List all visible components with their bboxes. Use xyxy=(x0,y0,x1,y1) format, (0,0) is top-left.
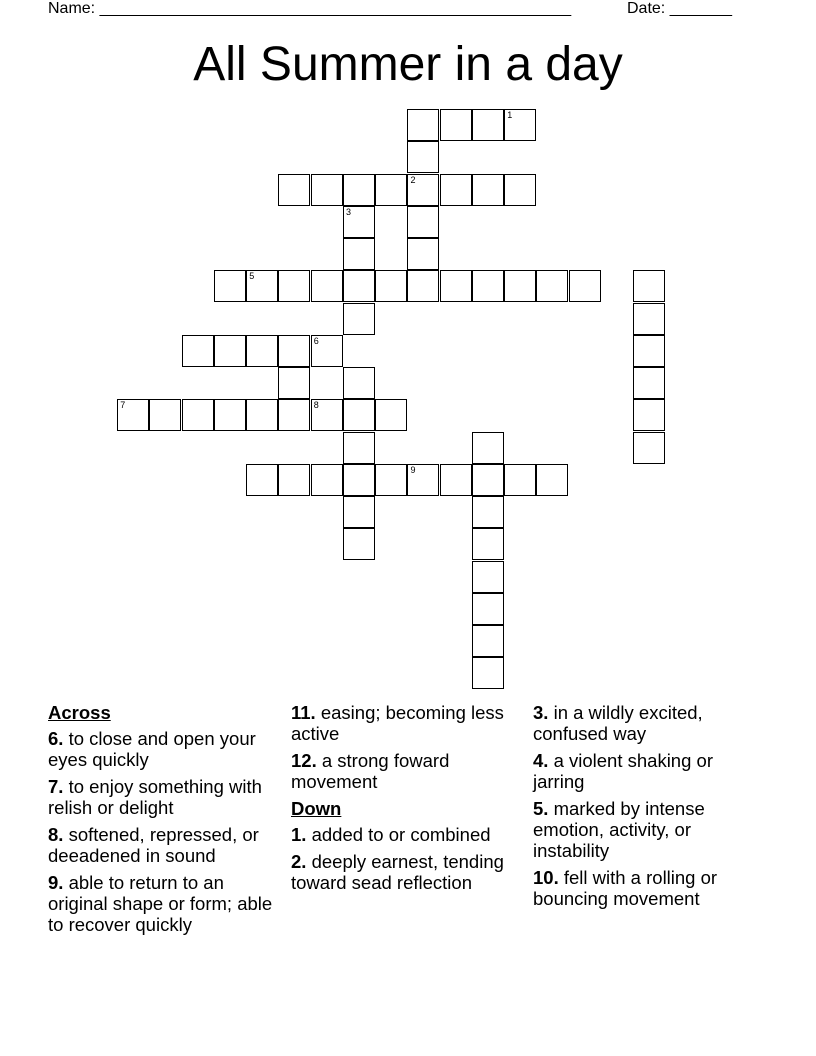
clue-number: 9. xyxy=(48,872,64,893)
crossword-cell[interactable] xyxy=(343,367,375,399)
crossword-cell[interactable] xyxy=(311,335,343,367)
crossword-cell[interactable] xyxy=(407,109,439,141)
page-title: All Summer in a day xyxy=(193,38,623,91)
crossword-cell[interactable] xyxy=(633,399,665,431)
crossword-cell[interactable] xyxy=(343,174,375,206)
crossword-cell[interactable] xyxy=(311,399,343,431)
crossword-cell[interactable] xyxy=(343,464,375,496)
crossword-cell[interactable] xyxy=(633,432,665,464)
down-clue-10 xyxy=(533,867,768,909)
crossword-cell[interactable] xyxy=(117,399,149,431)
crossword-cell[interactable] xyxy=(407,141,439,173)
crossword-cell[interactable] xyxy=(472,109,504,141)
crossword-cell[interactable] xyxy=(407,270,439,302)
crossword-cell[interactable] xyxy=(278,335,310,367)
clue-text: a strong foward movement xyxy=(291,750,450,792)
clue-number: 12. xyxy=(291,750,317,771)
across-clue-12 xyxy=(291,750,521,792)
crossword-cell[interactable] xyxy=(536,270,568,302)
down-clue-4 xyxy=(533,750,768,792)
across-clue-11 xyxy=(291,702,521,744)
crossword-cell[interactable] xyxy=(472,174,504,206)
clue-text: fell with a rolling or bouncing movement xyxy=(533,867,718,909)
crossword-cell[interactable] xyxy=(311,464,343,496)
clue-number: 8. xyxy=(48,824,64,845)
clue-number: 11. xyxy=(291,702,316,723)
crossword-cell[interactable] xyxy=(343,496,375,528)
crossword-cell[interactable] xyxy=(343,206,375,238)
clue-text: to enjoy something with relish or delight xyxy=(48,776,262,818)
across-clue-9 xyxy=(48,872,278,935)
name-field-label: Name: _____________________________________________________ xyxy=(48,0,572,17)
crossword-cell[interactable] xyxy=(375,270,407,302)
crossword-cell[interactable] xyxy=(375,399,407,431)
crossword-cell[interactable] xyxy=(246,464,278,496)
clue-text: softened, repressed, or deeadened in sound xyxy=(48,824,259,866)
crossword-cell[interactable] xyxy=(407,464,439,496)
crossword-cell[interactable] xyxy=(472,432,504,464)
crossword-cell[interactable] xyxy=(278,464,310,496)
crossword-cell[interactable] xyxy=(214,270,246,302)
down-clue-2 xyxy=(291,851,521,893)
crossword-cell[interactable] xyxy=(633,335,665,367)
crossword-cell[interactable] xyxy=(246,335,278,367)
date-field-label: Date: _______ xyxy=(627,0,732,17)
crossword-cell[interactable] xyxy=(278,270,310,302)
crossword-cell[interactable] xyxy=(375,464,407,496)
across-clue-8 xyxy=(48,824,278,866)
clue-number-label: 8 xyxy=(313,400,319,411)
across-heading: Across xyxy=(48,702,111,723)
crossword-cell[interactable] xyxy=(343,270,375,302)
crossword-cell[interactable] xyxy=(440,109,472,141)
clue-column-2 xyxy=(291,702,521,899)
clue-text: a violent shaking or jarring xyxy=(533,750,713,792)
crossword-cell[interactable] xyxy=(472,270,504,302)
clue-number: 4. xyxy=(533,750,549,771)
crossword-cell[interactable] xyxy=(504,270,536,302)
clue-text: in a wildly excited, confused way xyxy=(533,702,703,744)
crossword-cell[interactable] xyxy=(472,464,504,496)
crossword-cell[interactable] xyxy=(504,109,536,141)
clue-text: deeply earnest, tending toward sead reflection xyxy=(291,851,504,893)
crossword-cell[interactable] xyxy=(246,399,278,431)
crossword-cell[interactable] xyxy=(633,270,665,302)
crossword-cell[interactable] xyxy=(343,528,375,560)
down-clue-5 xyxy=(533,798,768,861)
crossword-cell[interactable] xyxy=(440,174,472,206)
clue-number: 1. xyxy=(291,824,307,845)
clue-column-1 xyxy=(48,702,278,941)
crossword-cell[interactable] xyxy=(472,625,504,657)
clue-text: able to return to an original shape or form; able to recover quickly xyxy=(48,872,273,935)
crossword-cell[interactable] xyxy=(278,367,310,399)
clue-number-label: 6 xyxy=(313,335,319,346)
clue-number: 2. xyxy=(291,851,307,872)
clue-text: easing; becoming less active xyxy=(291,702,504,744)
crossword-cell[interactable] xyxy=(343,432,375,464)
clue-text: marked by intense emotion, activity, or instability xyxy=(533,798,705,861)
crossword-cell[interactable] xyxy=(472,496,504,528)
crossword-cell[interactable] xyxy=(472,593,504,625)
crossword-cell[interactable] xyxy=(278,174,310,206)
crossword-cell[interactable] xyxy=(407,174,439,206)
clue-number-label: 7 xyxy=(120,400,126,411)
crossword-cell[interactable] xyxy=(536,464,568,496)
clue-number-label: 1 xyxy=(507,110,513,121)
crossword-cell[interactable] xyxy=(343,238,375,270)
clue-text: added to or combined xyxy=(306,824,491,845)
clue-number: 7. xyxy=(48,776,64,797)
crossword-cell[interactable] xyxy=(633,303,665,335)
crossword-cell[interactable] xyxy=(633,367,665,399)
crossword-cell[interactable] xyxy=(440,464,472,496)
crossword-cell[interactable] xyxy=(214,399,246,431)
crossword-cell[interactable] xyxy=(472,528,504,560)
clue-number-label: 9 xyxy=(410,464,416,475)
across-clue-7 xyxy=(48,776,278,818)
crossword-cell[interactable] xyxy=(343,399,375,431)
crossword-cell[interactable] xyxy=(182,399,214,431)
crossword-cell[interactable] xyxy=(569,270,601,302)
down-heading: Down xyxy=(291,798,342,819)
across-clue-6 xyxy=(48,728,278,770)
crossword-cell[interactable] xyxy=(407,238,439,270)
down-clue-1 xyxy=(291,824,521,845)
clue-number: 6. xyxy=(48,728,64,749)
clue-number: 10. xyxy=(533,867,559,888)
crossword-cell[interactable] xyxy=(311,270,343,302)
clue-number-label: 2 xyxy=(410,174,416,185)
crossword-cell[interactable] xyxy=(504,464,536,496)
crossword-cell[interactable] xyxy=(504,174,536,206)
crossword-cell[interactable] xyxy=(214,335,246,367)
crossword-cell[interactable] xyxy=(407,206,439,238)
clue-column-3 xyxy=(533,702,768,915)
clue-text: to close and open your eyes quickly xyxy=(48,728,256,770)
clue-number-label: 3 xyxy=(345,206,351,217)
crossword-cell[interactable] xyxy=(472,561,504,593)
crossword-cell[interactable] xyxy=(182,335,214,367)
crossword-cell[interactable] xyxy=(343,303,375,335)
crossword-cell[interactable] xyxy=(472,657,504,689)
down-clue-3 xyxy=(533,702,768,744)
clue-number-label: 5 xyxy=(249,271,255,282)
crossword-cell[interactable] xyxy=(246,270,278,302)
crossword-cell[interactable] xyxy=(311,174,343,206)
crossword-cell[interactable] xyxy=(149,399,181,431)
clue-number: 3. xyxy=(533,702,549,723)
crossword-cell[interactable] xyxy=(440,270,472,302)
crossword-cell[interactable] xyxy=(278,399,310,431)
crossword-cell[interactable] xyxy=(375,174,407,206)
clue-number: 5. xyxy=(533,798,549,819)
